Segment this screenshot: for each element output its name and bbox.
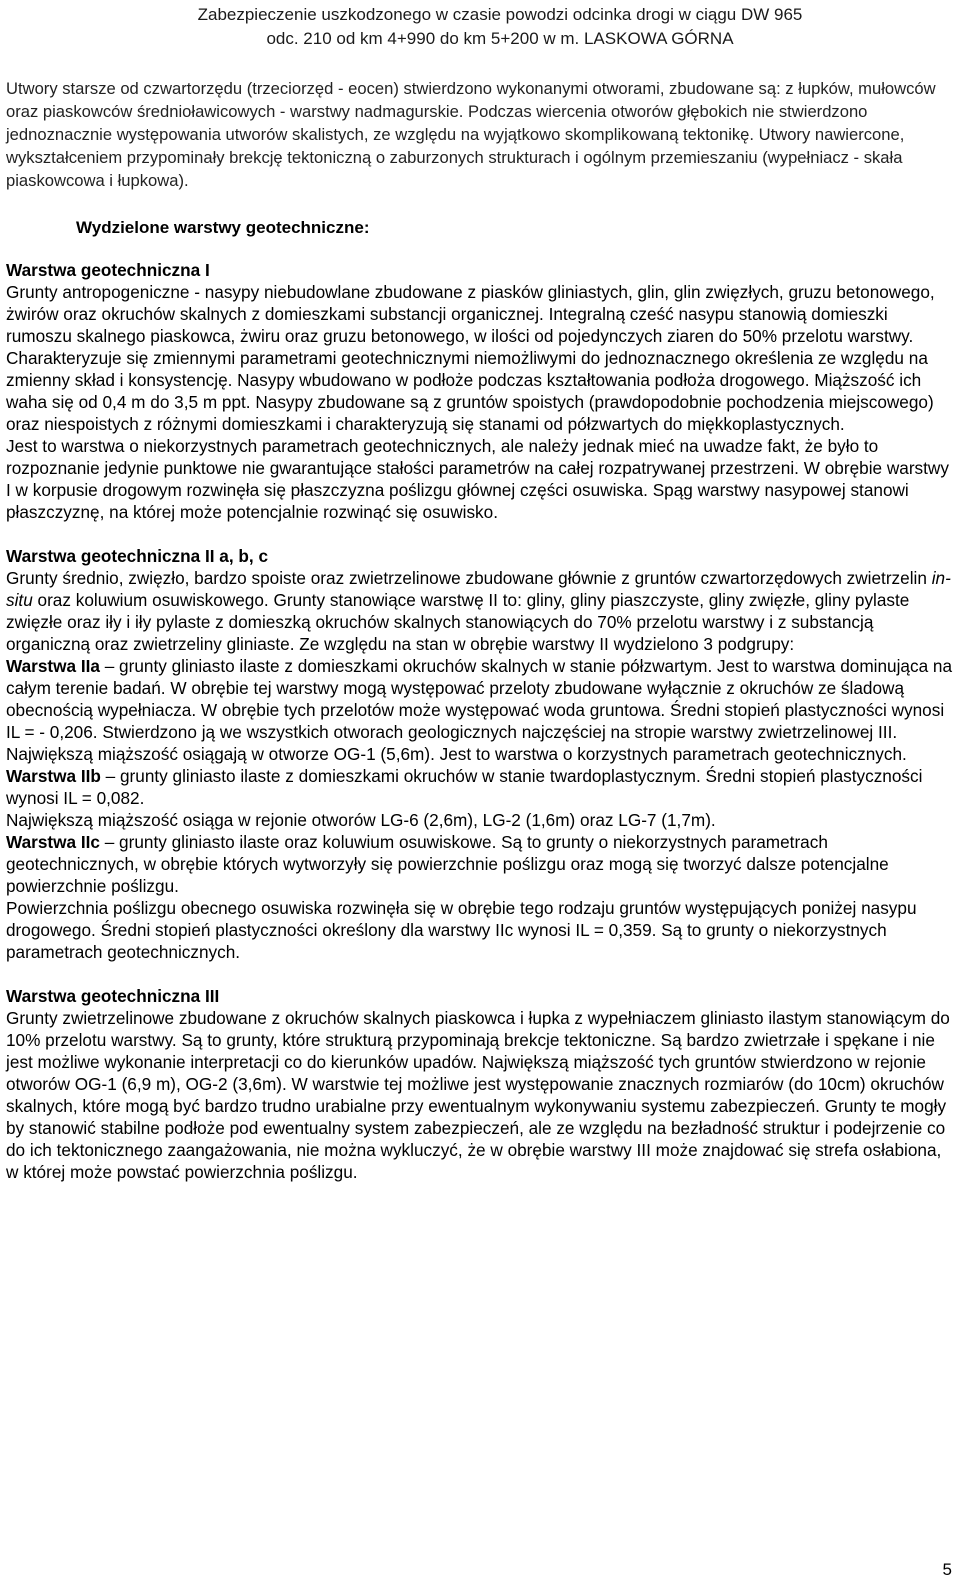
header-line-1: Zabezpieczenie uszkodzonego w czasie powodzi odcinka drogi w ciągu DW 965 <box>197 5 803 24</box>
layer-2-p1-text-a: Grunty średnio, zwięzło, bardzo spoiste oraz zwietrzelinowe zbudowane głównie z gruntów czwartorzędowych zwietrzelin <box>6 568 932 588</box>
layer-1-paragraph-1: Grunty antropogeniczne - nasypy niebudowlane zbudowane z piasków gliniastych, glin, glin zwięzłych, gruzu betonowego, żwirów oraz okruchów skalnych z domieszkami substancji organicznej. Integralną cześć nasypu stanowią domieszki rumoszu skalnego piaskowca, żwiru oraz gruzu betonowego, w ilości od pojedynczych ziaren do 50% przelotu warstwy. <box>6 282 935 346</box>
layer-3-section <box>6 985 954 1183</box>
layer-2-section <box>6 545 954 963</box>
document-page <box>6 0 954 1183</box>
layer-2-p1-italic: in-situ <box>6 568 951 610</box>
layer-1-paragraph-3: Jest to warstwa o niekorzystnych parametrach geotechnicznych, ale należy jednak mieć na uwadze fakt, że było to rozpoznanie jedynie punktowe nie gwarantujące stałości parametrów na całej rozpatrywanej przestrzeni. W obrębie warstwy I w korpusie drogowym rozwinęła się płaszczyzna poślizgu głównej części osuwiska. Spąg warstwy nasypowej stanowi płaszczyznę, na której może potencjalnie rozwinąć się osuwisko. <box>6 436 949 522</box>
layer-2-p1-text-b: oraz koluwium osuwiskowego. Grunty stanowiące warstwę II to: gliny, gliny piaszczyste, gliny zwięzłe, gliny pylaste zwięzłe oraz iły i iły pylaste z domieszką okruchów skalnych stanowiących do 70% przelotu warstwy i z substancją organiczną oraz zwietrzeliny gliniaste. Ze względu na stan w obrębie warstwy II wydzielono 3 podgrupy: <box>6 590 910 654</box>
layer-2-paragraph-1 <box>6 567 954 655</box>
layer-2c-text: – grunty gliniasto ilaste oraz koluwium osuwiskowe. Są to grunty o niekorzystnych parametrach geotechnicznych, w obrębie których wytworzyły się powierzchnie poślizgu oraz mogą się tworzyć dalsze potencjalne powierzchnie poślizgu. <box>6 832 889 896</box>
layer-2c-label: Warstwa IIc <box>6 832 100 852</box>
layer-2c-paragraph-2: Powierzchnia poślizgu obecnego osuwiska rozwinęła się w obrębie tego rodzaju gruntów występujących poniżej nasypu drogowego. Średni stopień plastyczności określony dla warstwy IIc wynosi IL = 0,359. Są to grunty o niekorzystnych parametrach geotechnicznych. <box>6 898 917 962</box>
header-line-2: odc. 210 od km 4+990 do km 5+200 w m. LASKOWA GÓRNA <box>266 29 734 48</box>
layer-2b-paragraph-2: Największą miąższość osiąga w rejonie otworów LG-6 (2,6m), LG-2 (1,6m) oraz LG-7 (1,7m). <box>6 810 716 830</box>
layer-2a-text: – grunty gliniasto ilaste z domieszkami okruchów skalnych w stanie półzwartym. Jest to warstwa dominująca na całym terenie badań. W obrębie tej warstwy mogą występować przeloty zbudowane wyłącznie z okruchów ze śladową obecnością wypełniacza. W obrębie tych przelotów może występować woda gruntowa. Średni stopień plastyczności wynosi IL = - 0,206. Stwierdzono ją we wszystkich otworach geologicznych najczęściej na stropie warstwy zwietrzelinowej III. Największą miąższość osiągają w otworze OG-1 (5,6m). Jest to warstwa o korzystnych parametrach geotechnicznych. <box>6 656 953 764</box>
layer-2b-label: Warstwa IIb <box>6 766 101 786</box>
layer-2b-text: – grunty gliniasto ilaste z domieszkami okruchów w stanie twardoplastycznym. Średni stopień plastyczności wynosi IL = 0,082. <box>6 766 923 808</box>
layer-1-section <box>6 259 954 523</box>
page-number: 5 <box>942 1560 952 1579</box>
layer-2a-label: Warstwa IIa <box>6 656 100 676</box>
layer-2c-paragraph <box>6 831 954 897</box>
layer-3-title: Warstwa geotechniczna III <box>6 986 220 1006</box>
intro-paragraph: Utwory starsze od czwartorzędu (trzeciorzęd - eocen) stwierdzono wykonanymi otworami, zbudowane są: z łupków, mułowców oraz piaskowców średnioławicowych - warstwy nadmagurskie. Podczas wiercenia otworów głębokich nie stwierdzono jednoznacznie występowania utworów skalistych, ze względu na wyjątkowo skomplikowaną tektonikę. Utwory nawiercone, wykształceniem przypominały brekcję tektoniczną o zaburzonych strukturach i ogólnym przemieszaniu (wypełniacz - skała piaskowcowa i łupkowa). <box>6 79 936 190</box>
section-title: Wydzielone warstwy geotechniczne: <box>76 218 370 237</box>
document-header <box>6 0 954 51</box>
layer-3-paragraph-1: Grunty zwietrzelinowe zbudowane z okruchów skalnych piaskowca i łupka z wypełniaczem gliniasto ilastym stanowiącym do 10% przelotu warstwy. Są to grunty, które strukturą przypominają brekcje tektoniczne. Są bardzo zwietrzałe i spękane i nie jest możliwe wykonanie interpretacji co do kierunków upadów. Największą miąższość tych gruntów stwierdzono w rejonie otworów OG-1 (6,9 m), OG-2 (3,6m). W warstwie tej możliwe jest występowanie znacznych rozmiarów (do 10cm) okruchów skalnych, które mogą być bardzo trudno urabialne przy ewentualnym wykonywaniu systemu zabezpieczeń. Grunty te mogły by stanowić stabilne podłoże pod ewentualny system zabezpieczeń, ale ze względu na bezładność struktur i podejrzenie co do ich tektonicznego zaangażowania, nie można wykluczyć, że w obrębie warstwy III może znajdować się strefa osłabiona, w której może powstać powierzchnia poślizgu. <box>6 1008 950 1182</box>
layer-2a-paragraph <box>6 655 954 765</box>
layer-2-title: Warstwa geotechniczna II a, b, c <box>6 546 269 566</box>
layer-2b-paragraph <box>6 765 954 809</box>
layer-1-paragraph-2: Charakteryzuje się zmiennymi parametrami geotechnicznymi niemożliwymi do jednoznacznego określenia ze względu na zmienny skład i konsystencję. Nasypy wbudowano w podłoże podczas kształtowania podłoża drogowego. Miąższość ich waha się od 0,4 m do 3,5 m ppt. Nasypy zbudowane są z gruntów spoistych (prawdopodobnie pochodzenia miejscowego) oraz niespoistych z różnymi domieszkami i charakteryzują się stanami od półzwartych do miękkoplastycznych. <box>6 348 934 434</box>
layer-1-title: Warstwa geotechniczna I <box>6 260 210 280</box>
